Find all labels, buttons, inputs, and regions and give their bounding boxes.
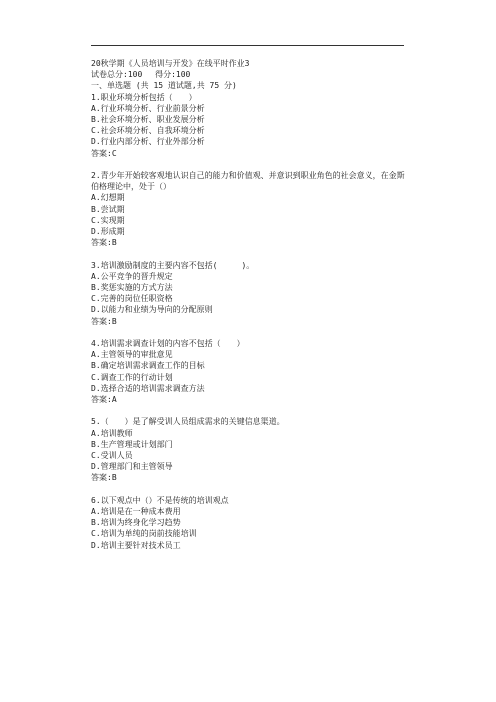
option-b: B.奖惩实施的方式方法: [91, 283, 173, 293]
option-c: C.调查工作的行动计划: [91, 372, 173, 382]
option-d: D.管理部门和主管领导: [91, 462, 173, 472]
question-3: [91, 260, 411, 327]
question-5: [91, 416, 411, 483]
option-c: C.受训人员: [91, 451, 133, 461]
question-gap: [91, 327, 411, 338]
option-a: A.幻想期: [91, 193, 125, 203]
option-a: A.主管领导的审批意见: [91, 350, 173, 360]
question-2: [91, 170, 411, 248]
option-c: C.完善的岗位任职资格: [91, 294, 173, 304]
question-1: [91, 92, 411, 159]
option-c: C.培训为单纯的岗前技能培训: [91, 529, 197, 539]
option-a: A.行业环境分析、行业前景分析: [91, 103, 205, 113]
option-d: D.培训主要针对技术员工: [91, 540, 181, 550]
answer-line: 答案:B: [91, 238, 117, 248]
question-stem: 6.以下观点中（）不是传统的培训观点: [91, 495, 229, 505]
option-b: B.社会环境分析、职业发展分析: [91, 115, 205, 125]
question-gap: [91, 159, 411, 170]
question-gap: [91, 484, 411, 495]
option-d: D.形成期: [91, 227, 125, 237]
option-b: B.生产管理或计划部门: [91, 439, 173, 449]
question-stem: 3.培训激励制度的主要内容不包括( )。: [91, 260, 255, 270]
option-c: C.社会环境分析、自我环境分析: [91, 126, 205, 136]
score-line: 试卷总分:100 得分:100: [91, 70, 191, 80]
question-stem: 2.青少年开始较客观地认识自己的能力和价值观、并意识到职业角色的社会意义，在金斯伯格理论中，处于（）: [91, 171, 405, 192]
option-a: A.公平竞争的晋升规定: [91, 271, 173, 281]
header-rule: [91, 45, 404, 46]
option-d: D.选择合适的培训需求调查方法: [91, 383, 205, 393]
page-title: 20秋学期《人员培训与开发》在线平时作业3: [91, 59, 250, 68]
question-stem: 4.培训需求调查计划的内容不包括（ ）: [91, 339, 245, 349]
answer-line: 答案:B: [91, 473, 117, 483]
question-stem: 5.（ ）是了解受训人员组成需求的关键信息渠道。: [91, 417, 285, 427]
option-a: A.培训是在一种成本费用: [91, 507, 181, 517]
question-gap: [91, 248, 411, 259]
answer-line: 答案:B: [91, 316, 117, 326]
option-d: D.以能力和业绩为导向的分配原则: [91, 305, 213, 315]
answer-line: 答案:C: [91, 148, 117, 158]
section-heading: 一、单选题 (共 15 道试题,共 75 分): [91, 81, 237, 91]
option-c: C.实现期: [91, 215, 125, 225]
question-4: [91, 338, 411, 405]
answer-line: 答案:A: [91, 395, 117, 405]
option-b: B.尝试期: [91, 204, 125, 214]
question-6: [91, 495, 411, 551]
option-d: D.行业内部分析、行业外部分析: [91, 137, 205, 147]
option-a: A.培训教师: [91, 428, 133, 438]
option-b: B.确定培训需求调查工作的目标: [91, 361, 205, 371]
question-stem: 1.职业环境分析包括（ ）: [91, 92, 197, 102]
document-content: [91, 58, 411, 551]
question-gap: [91, 405, 411, 416]
option-b: B.培训为终身化学习趋势: [91, 518, 181, 528]
